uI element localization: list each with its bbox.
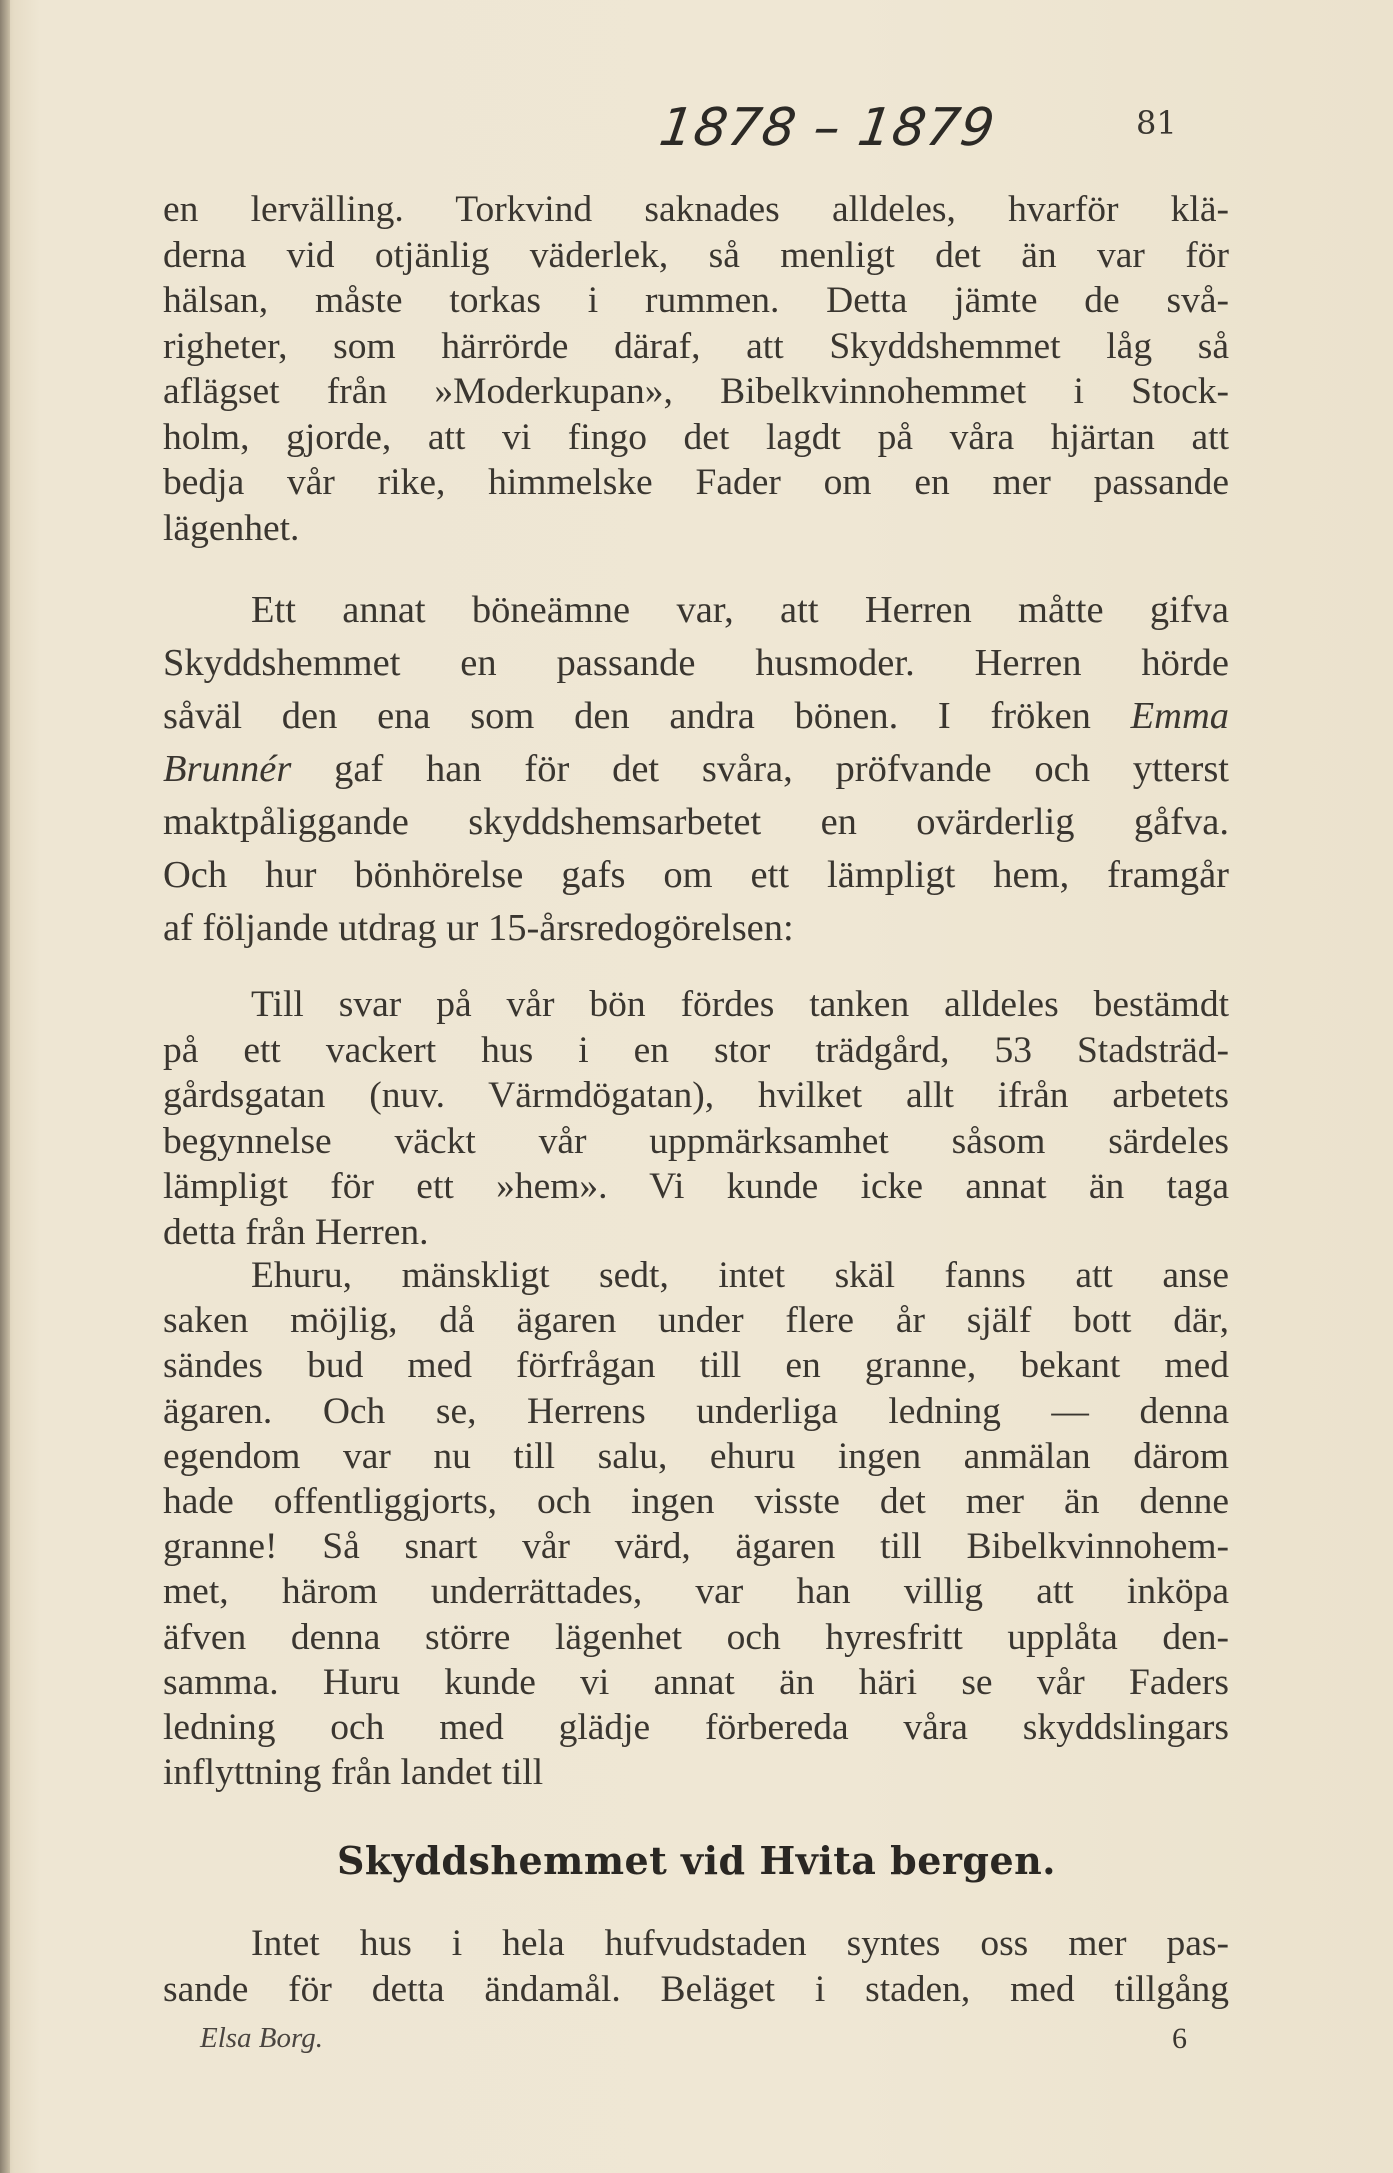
text-line: lägenhet. bbox=[163, 507, 300, 549]
text-line: lämpligt för ett »hem». Vi kunde icke annat än taga bbox=[163, 1166, 1229, 1207]
text-line: ledning och med glädje förbereda våra skyddslingars bbox=[163, 1707, 1229, 1749]
text-line: met, härom underrättades, var han villig att inköpa bbox=[163, 1571, 1229, 1613]
text-line: Till svar på vår bön fördes tanken alldeles bestämdt bbox=[251, 984, 1229, 1025]
text-line: sande för detta ändamål. Beläget i staden, med tillgång bbox=[163, 1968, 1229, 2010]
page-number: 81 bbox=[1136, 104, 1177, 142]
handwritten-year-range: 1878 – 1879 bbox=[655, 98, 999, 158]
paragraph-1 bbox=[163, 187, 1229, 551]
text-line: Intet hus i hela hufvudstaden syntes oss mer pas- bbox=[251, 1923, 1229, 1964]
text-line: ägaren. Och se, Herrens underliga ledning — denna bbox=[163, 1390, 1229, 1432]
section-heading: Skyddshemmet vid Hvita bergen. bbox=[336, 1838, 1057, 1883]
name-brunner: Brunnér bbox=[163, 748, 292, 790]
footer-sheet-number: 6 bbox=[1172, 2022, 1187, 2055]
text-line: Ehuru, mänskligt sedt, intet skäl fanns att anse bbox=[251, 1255, 1229, 1296]
text-line: detta från Herren. bbox=[163, 1211, 429, 1253]
text-line: begynnelse väckt vår uppmärksamhet såsom särdeles bbox=[163, 1120, 1229, 1162]
text-line: Ett annat böneämne var, att Herren måtte gifva bbox=[251, 589, 1229, 631]
text-line: inflyttning från landet till bbox=[163, 1752, 544, 1794]
text-line: saken möjlig, då ägaren under flere år själf bott där, bbox=[163, 1300, 1229, 1342]
name-emma: Emma bbox=[1130, 695, 1229, 737]
paragraph-2 bbox=[163, 584, 1229, 955]
text-line: en lervälling. Torkvind saknades alldeles, hvarför klä- bbox=[163, 189, 1229, 230]
text-line: af följande utdrag ur 15-årsredogörelsen: bbox=[163, 907, 794, 949]
text-line: sändes bud med förfrågan till en granne, bekant med bbox=[163, 1345, 1229, 1387]
text-line: på ett vackert hus i en stor trädgård, 53 Stadsträd- bbox=[163, 1029, 1229, 1071]
text-segment: såväl den ena som den andra bönen. I fröken bbox=[163, 695, 1131, 737]
text-line: samma. Huru kunde vi annat än häri se vår Faders bbox=[163, 1661, 1229, 1703]
text-segment: gaf han för det svåra, pröfvande och ytterst bbox=[291, 748, 1229, 790]
text-line: righeter, som härrörde däraf, att Skyddshemmet låg så bbox=[163, 325, 1229, 367]
text-line: gårdsgatan (nuv. Värmdögatan), hvilket allt ifrån arbetets bbox=[163, 1075, 1229, 1116]
text-line: Skyddshemmet en passande husmoder. Herren hörde bbox=[163, 642, 1229, 684]
text-line: Och hur bönhörelse gafs om ett lämpligt hem, framgår bbox=[163, 854, 1229, 896]
text-line bbox=[163, 690, 1229, 743]
text-line: hade offentliggjorts, och ingen visste det mer än denne bbox=[163, 1481, 1229, 1523]
text-line: holm, gjorde, att vi fingo det lagdt på våra hjärtan att bbox=[163, 416, 1229, 458]
quote-paragraph-2 bbox=[163, 1253, 1229, 1795]
text-line: hälsan, måste torkas i rummen. Detta jämte de svå- bbox=[163, 280, 1229, 321]
text-line: egendom var nu till salu, ehuru ingen anmälan därom bbox=[163, 1435, 1229, 1477]
text-line: bedja vår rike, himmelske Fader om en mer passande bbox=[163, 462, 1229, 503]
text-line: äfven denna större lägenhet och hyresfritt upplåta den- bbox=[163, 1616, 1229, 1658]
text-line: granne! Så snart vår värd, ägaren till Bibelkvinnohem- bbox=[163, 1526, 1229, 1568]
text-line: aflägset från »Moderkupan», Bibelkvinnohemmet i Stock- bbox=[163, 371, 1229, 412]
text-line: maktpåliggande skyddshemsarbetet en ovärderlig gåfva. bbox=[163, 801, 1229, 843]
text-line bbox=[163, 743, 1229, 796]
footer-signature: Elsa Borg. bbox=[200, 2022, 323, 2054]
paragraph-3 bbox=[163, 1921, 1229, 2012]
quote-paragraph-1 bbox=[163, 982, 1229, 1255]
text-line: derna vid otjänlig väderlek, så menligt det än var för bbox=[163, 234, 1229, 276]
